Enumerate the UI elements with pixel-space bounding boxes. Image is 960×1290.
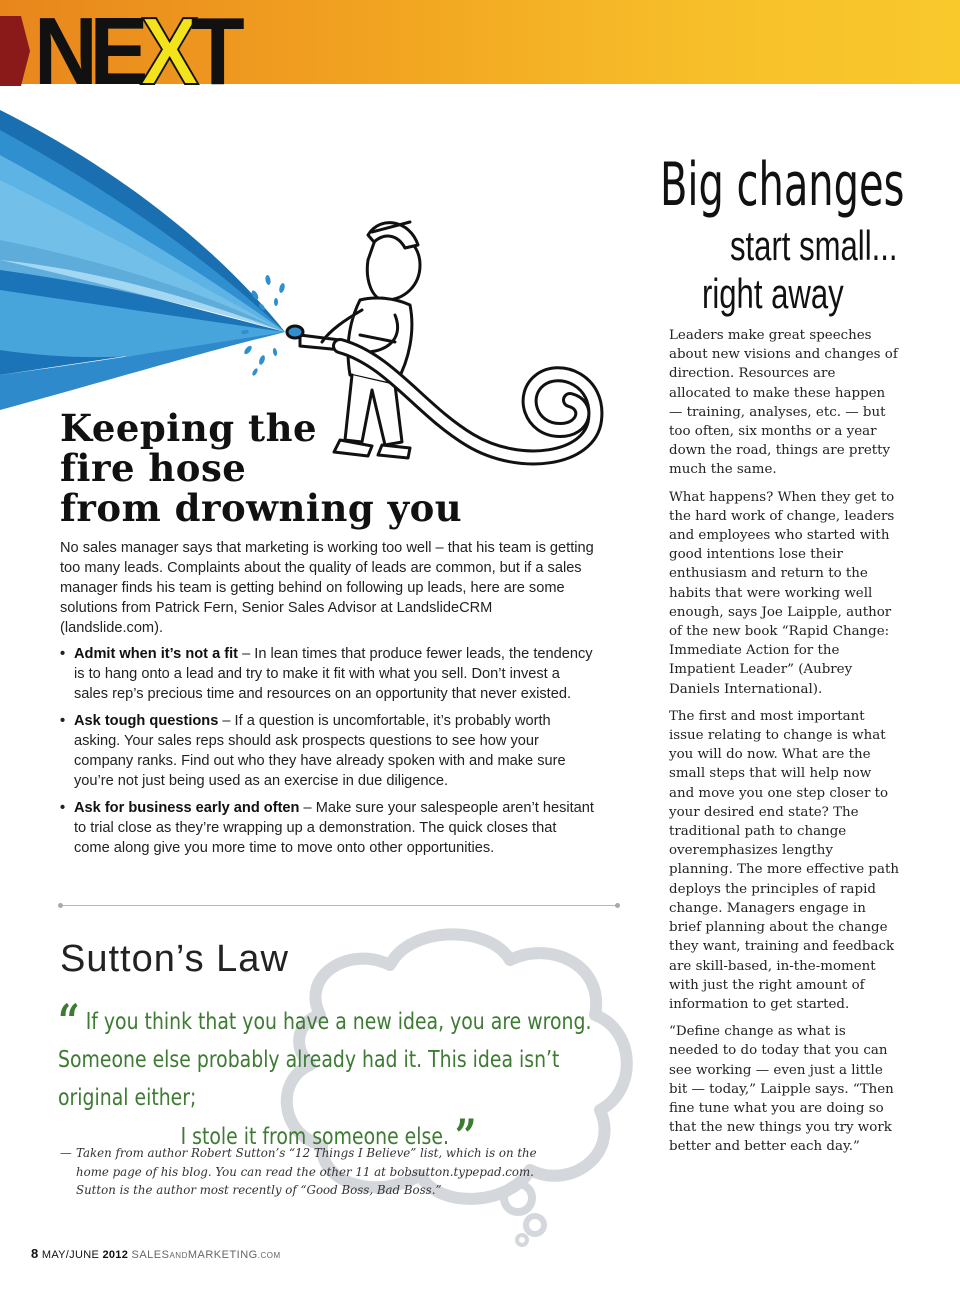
attribution-dash: — bbox=[60, 1146, 72, 1160]
close-quote-mark: ” bbox=[454, 1109, 477, 1163]
tip-text: – In lean times that produce fewer leads, the tendency is to hang onto a lead and try to make it fit with what you sell. Don’t invest a sales rep’s precious time and resources on an opportunity that never existed. bbox=[74, 646, 593, 702]
title-line: from drowning you bbox=[60, 486, 463, 530]
issue-month: MAY/JUNE bbox=[41, 1249, 100, 1261]
tip-text: – If a question is uncomfortable, it’s probably worth asking. Your sales reps should ask prospects questions to see how your company ranks. Find out who they have already spoken with and make sure you’re not just being used as an exercise in due diligence. bbox=[74, 713, 566, 789]
quote-line-2: Someone else probably already had it. This idea isn’t original either; bbox=[58, 1047, 560, 1111]
quote-line-1: If you think that you have a new idea, you are wrong. bbox=[85, 1009, 592, 1035]
article-subtitle-line: start small... bbox=[730, 222, 898, 269]
quote-line-3: I stole it from someone else. bbox=[180, 1124, 449, 1150]
body-paragraph: The first and most important issue relating to change is what you will do now. What are the small steps that will help now and move you one step closer to your desired end state? The traditional path to change overemphasizes lengthy planning. The more effective path deploys the principles of rapid change. Managers engage in brief planning about the change they want, training and feedback are skill-based, in-the-moment with just the right amount of information to get started. bbox=[669, 708, 899, 1012]
article-title-big-changes: Big changes bbox=[660, 150, 905, 220]
magazine-brand bbox=[131, 1249, 280, 1261]
pull-quote bbox=[58, 994, 599, 1163]
sidebar-title-suttons-law: Sutton’s Law bbox=[60, 938, 289, 980]
article-lede: No sales manager says that marketing is working too well – that his team is getting too many leads. Complaints about the quality of leads are common, but if a sales manager finds his team is getting behind on following up leads, here are some solutions from Patrick Fern, Senior Sales Advisor at LandslideCRM (landslide.com). bbox=[60, 540, 594, 636]
article-subtitle-line: right away bbox=[702, 270, 844, 317]
attribution-text: Taken from author Robert Sutton’s “12 Things I Believe” list, which is on the home page of his blog. You can read the other 11 at bobsutton.typepad.com. Sutton is the author most recently of “Good Boss, Bad Boss.” bbox=[76, 1146, 537, 1197]
page-footer bbox=[31, 1246, 281, 1261]
header-tab-marker bbox=[0, 16, 30, 86]
logo-text: NEXT bbox=[34, 0, 237, 105]
tips-list bbox=[60, 644, 595, 865]
body-paragraph: Leaders make great speeches about new visions and changes of direction. Resources are allocated to make these happen — training, analyses, etc. — but too often, six months or a year down the road, things are pretty much the same. bbox=[669, 328, 898, 478]
tip-text: – Make sure your salespeople aren’t hesitant to trial close as they’re wrapping up a demonstration. The quick closes that come along give you more time to move onto other opportunities. bbox=[74, 800, 594, 856]
tip-heading: Admit when it’s not a fit bbox=[74, 646, 239, 662]
brand-part: SALES bbox=[131, 1249, 170, 1261]
title-line: fire hose bbox=[60, 446, 247, 490]
brand-part: .COM bbox=[257, 1251, 281, 1260]
brand-part: MARKETING bbox=[187, 1249, 258, 1261]
list-item bbox=[60, 711, 595, 791]
issue-year: 2012 bbox=[102, 1249, 129, 1261]
section-divider bbox=[60, 905, 618, 906]
tip-heading: Ask tough questions bbox=[74, 713, 219, 729]
section-header-band bbox=[0, 0, 960, 105]
tip-heading: Ask for business early and often bbox=[74, 800, 300, 816]
water-stream bbox=[0, 110, 285, 410]
open-quote-mark: “ bbox=[58, 994, 80, 1048]
list-item bbox=[60, 798, 595, 858]
body-paragraph: What happens? When they get to the hard work of change, leaders and employees who started with good intentions lose their enthusiasm and return to the habits that were working well enough, says Joe Laipple, author of the new book “Rapid Change: Immediate Action for the Impatient Leader” (Aubrey Daniels International). bbox=[669, 489, 895, 697]
brand-part: AND bbox=[169, 1251, 188, 1260]
section-logo bbox=[34, 0, 237, 105]
quote-line bbox=[58, 994, 599, 1048]
title-line: Keeping the bbox=[60, 406, 318, 450]
list-item bbox=[60, 644, 595, 704]
quote-attribution bbox=[60, 1144, 570, 1200]
page-number: 8 bbox=[31, 1246, 39, 1261]
article-title-fire-hose bbox=[60, 408, 480, 528]
body-paragraph: “Define change as what is needed to do today that you can see working — even just a little bit — today,” Laipple says. “Then fine tune what you are doing so that the new things you try work better and better each day.” bbox=[669, 1024, 894, 1155]
article-body-column bbox=[669, 326, 899, 1165]
